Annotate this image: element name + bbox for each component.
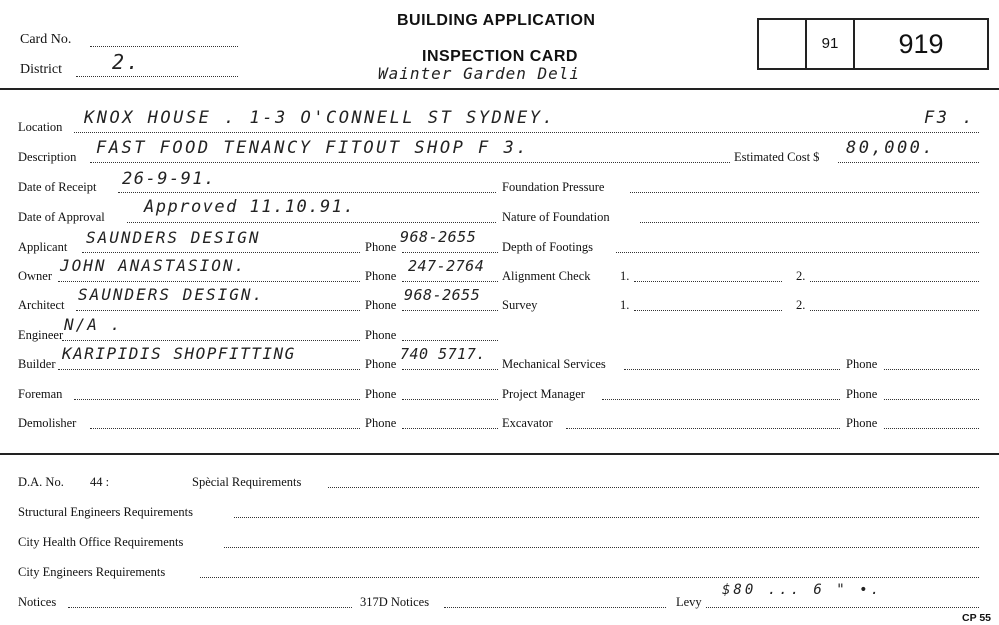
engineer-phone-label: Phone xyxy=(365,328,397,342)
foundation-pressure-label: Foundation Pressure xyxy=(502,180,605,194)
card-number-box-number: 919 xyxy=(898,29,944,59)
survey-1-label: 1. xyxy=(620,298,630,312)
builder-phone-label: Phone xyxy=(365,357,397,371)
alignment-check-2-field[interactable] xyxy=(810,269,979,282)
description-label: Description xyxy=(18,150,77,164)
structural-requirements-label: Structural Engineers Requirements xyxy=(18,505,193,519)
applicant-phone-value: 968-2655 xyxy=(400,228,477,246)
foreman-phone-label: Phone xyxy=(365,387,397,401)
card-number-boxes xyxy=(757,18,989,70)
card-number-box-blank[interactable] xyxy=(759,20,807,68)
special-requirements-field[interactable] xyxy=(328,475,979,488)
date-receipt-value: 26-9-91. xyxy=(122,169,216,189)
survey-2-field[interactable] xyxy=(810,298,979,311)
architect-phone-value: 968-2655 xyxy=(404,286,481,304)
excavator-field[interactable] xyxy=(566,416,840,429)
notices-field[interactable] xyxy=(68,595,352,608)
mechanical-services-field[interactable] xyxy=(624,357,840,370)
builder-phone-value: 740 5717. xyxy=(400,345,486,363)
owner-phone-label: Phone xyxy=(365,269,397,283)
owner-phone-value: 247-2764 xyxy=(408,257,485,275)
nature-foundation-label: Nature of Foundation xyxy=(502,210,610,224)
nature-foundation-field[interactable] xyxy=(640,210,979,223)
da-no-value: 44 : xyxy=(90,475,110,489)
applicant-value: SAUNDERS DESIGN xyxy=(86,228,261,247)
project-manager-label: Project Manager xyxy=(502,387,585,401)
engineer-phone-field[interactable] xyxy=(402,328,498,341)
foreman-field[interactable] xyxy=(74,387,360,400)
location-label: Location xyxy=(18,120,63,134)
engineer-label: Engineer xyxy=(18,328,64,342)
date-receipt-label: Date of Receipt xyxy=(18,180,97,194)
location-value: KNOX HOUSE . 1-3 O'CONNELL ST SYDNEY. xyxy=(84,108,556,128)
survey-2-label: 2. xyxy=(796,298,806,312)
notices-317d-label: 317D Notices xyxy=(360,595,430,609)
notices-label: Notices xyxy=(18,595,57,609)
applicant-label: Applicant xyxy=(18,240,68,254)
levy-value: $80 ... 6 " •. xyxy=(722,582,883,598)
structural-requirements-field[interactable] xyxy=(234,505,979,518)
alignment-check-1-field[interactable] xyxy=(634,269,782,282)
survey-label: Survey xyxy=(502,298,538,312)
card-no-field[interactable] xyxy=(90,34,238,47)
card-number-box-year: 91 xyxy=(807,20,855,68)
foreman-label: Foreman xyxy=(18,387,63,401)
district-value: 2. xyxy=(112,50,142,74)
engineer-value: N/A . xyxy=(64,315,123,334)
architect-phone-label: Phone xyxy=(365,298,397,312)
owner-label: Owner xyxy=(18,269,53,283)
form-code: CP 55 xyxy=(962,612,991,624)
location-suffix: F3 . xyxy=(924,108,975,128)
form-title: BUILDING APPLICATION xyxy=(397,12,596,29)
foundation-pressure-field[interactable] xyxy=(630,180,979,193)
excavator-phone-label: Phone xyxy=(846,416,878,430)
health-requirements-label: City Health Office Requirements xyxy=(18,535,184,549)
depth-footings-label: Depth of Footings xyxy=(502,240,593,254)
handwritten-business-name: Wainter Garden Deli xyxy=(378,64,581,83)
estimated-cost-label: Estimated Cost $ xyxy=(734,150,820,164)
applicant-phone-label: Phone xyxy=(365,240,397,254)
builder-value: KARIPIDIS SHOPFITTING xyxy=(62,344,296,363)
demolisher-field[interactable] xyxy=(90,416,360,429)
excavator-label: Excavator xyxy=(502,416,553,430)
foreman-phone-field[interactable] xyxy=(402,387,498,400)
alignment-check-1-label: 1. xyxy=(620,269,630,283)
health-requirements-field[interactable] xyxy=(224,535,979,548)
demolisher-label: Demolisher xyxy=(18,416,77,430)
excavator-phone-field[interactable] xyxy=(884,416,979,429)
estimated-cost-value: 80,000. xyxy=(846,138,936,158)
card-no-label: Card No. xyxy=(20,32,72,47)
city-engineers-requirements-label: City Engineers Requirements xyxy=(18,565,166,579)
demolisher-phone-label: Phone xyxy=(365,416,397,430)
form-subtitle: INSPECTION CARD xyxy=(422,48,578,65)
date-approval-value: Approved 11.10.91. xyxy=(144,197,356,217)
city-engineers-requirements-field[interactable] xyxy=(200,565,979,578)
demolisher-phone-field[interactable] xyxy=(402,416,498,429)
notices-317d-field[interactable] xyxy=(444,595,666,608)
details-divider xyxy=(0,453,999,455)
alignment-check-2-label: 2. xyxy=(796,269,806,283)
da-no-label: D.A. No. xyxy=(18,475,64,489)
description-value: FAST FOOD TENANCY FITOUT SHOP F 3. xyxy=(96,138,529,158)
project-manager-field[interactable] xyxy=(602,387,840,400)
header-divider xyxy=(0,88,999,90)
survey-1-field[interactable] xyxy=(634,298,782,311)
levy-label: Levy xyxy=(676,595,702,609)
alignment-check-label: Alignment Check xyxy=(502,269,591,283)
project-manager-phone-label: Phone xyxy=(846,387,878,401)
special-requirements-label: Spècial Requirements xyxy=(192,475,302,489)
architect-value: SAUNDERS DESIGN. xyxy=(78,285,265,304)
depth-footings-field[interactable] xyxy=(616,240,979,253)
project-manager-phone-field[interactable] xyxy=(884,387,979,400)
owner-value: JOHN ANASTASION. xyxy=(60,256,247,275)
architect-label: Architect xyxy=(18,298,65,312)
mechanical-services-label: Mechanical Services xyxy=(502,357,606,371)
mechanical-phone-label: Phone xyxy=(846,357,878,371)
district-label: District xyxy=(20,62,62,77)
district-field[interactable] xyxy=(76,64,238,77)
mechanical-phone-field[interactable] xyxy=(884,357,979,370)
builder-label: Builder xyxy=(18,357,56,371)
date-approval-label: Date of Approval xyxy=(18,210,105,224)
